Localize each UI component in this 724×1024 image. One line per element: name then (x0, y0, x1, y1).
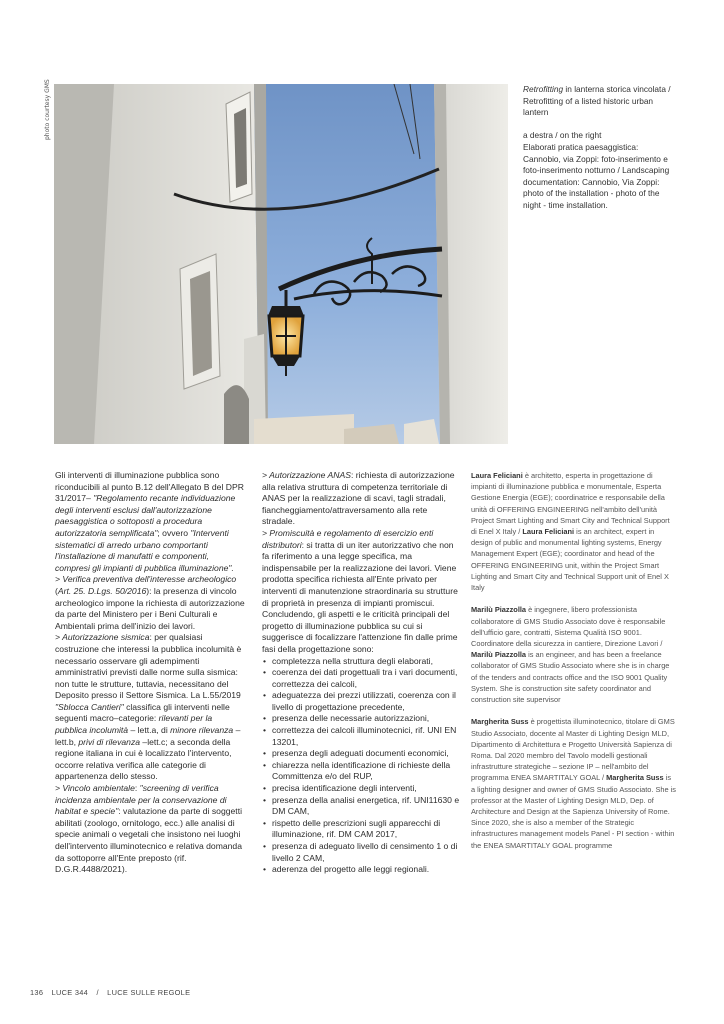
magazine-issue: LUCE 344 (51, 988, 89, 997)
caption-title-italic: Retrofitting (523, 84, 564, 94)
footer-separator: / (96, 988, 99, 997)
lantern-photo-illustration (54, 84, 508, 444)
author-name: Laura Feliciani (471, 471, 523, 480)
street-lantern-photo (54, 84, 508, 444)
caption-description: Elaborati pratica paesaggistica: Cannobio, via Zoppi: foto-inserimento e foto-inserimento notturno / Landscaping documentation: Cannobio, Via Zoppi: photo of the installation - photo of the night - time installation. (523, 141, 670, 210)
criteria-list (262, 656, 460, 876)
list-item: • chiarezza nella identificazione di richieste della Committenza e/o del RUP, (262, 760, 460, 783)
article-column-1 (55, 470, 245, 876)
section-name: LUCE SULLE REGOLE (107, 988, 191, 997)
list-item: • rispetto delle prescrizioni sugli apparecchi di illuminazione, rif. DM CAM 2017, (262, 818, 460, 841)
paragraph: Concludendo, gli aspetti e le criticità principali del progetto di illuminazione pubblica su cui si suggerisce di focalizzare l'attenzione fin dalle prime fasi della progettazione sono: (262, 609, 458, 654)
author-bio: Margherita Suss è progettista illuminotecnico, titolare di GMS Studio Associato, docente al Master di Lighting Design MLD, Dipartimento di Architettura e Progetto Università Sapienza di Roma. Dal 2020 membro del Tavolo modelli gestionali infrastrutture strategiche – sezione IP – nell'ambito del programma ENEA SMARTITALY GOAL / Margherita Suss is a lighting designer and owner of GMS Studio Associato. She is professor at the Master of Lighting Design MLD, Dep. of Architecture and Design at the Sapienza University of Rome. Since 2020, she is also a member of the Strategic infrastructures management models Panel - PI section - within the ENEA SMARTITALY GOAL programme (471, 717, 677, 850)
caption-position: a destra / on the right (523, 130, 602, 141)
list-item: • presenza della analisi energetica, rif. UNI11630 e DM CAM, (262, 795, 460, 818)
paragraph: > Autorizzazione ANAS: richiesta di autorizzazione alla relativa struttura di competenza territoriale di ANAS per la realizzazione di scavi, tagli stradali, fiancheggiamento/attraversamento alla rete stradale. (262, 470, 455, 527)
list-item: • correttezza dei calcoli illuminotecnici, rif. UNI EN 13201, (262, 725, 460, 748)
author-bio: Marilù Piazzolla è ingegnere, libero professionista collaboratore di GMS Studio Associato dove è responsabile dell'ufficio gare, contratti, Sistema Qualità ISO 9001. Coordinatore della sicurezza in cantiere, Direzione Lavori / Marilù Piazzolla is an engineer, and has been a freelance collaborator of GMS Studio Associato where she is in charge of the tenders and contracts office and the ISO 9001 Quality System. She is construction site safety coordinator and construction site supervisor (471, 605, 670, 705)
author-bios (471, 470, 676, 862)
paragraph: > Verifica preventiva dell'interesse archeologico (Art. 25. D.Lgs. 50/2016): la presenza di vincolo archeologico impone la richiesta di autorizzazione da parte del Ministero per i Beni Culturali e Ambientali prima dell'inizio dei lavori. (55, 574, 245, 631)
list-item: • completezza nella struttura degli elaborati, (262, 656, 460, 668)
list-item: • adeguatezza dei prezzi utilizzati, coerenza con il livello di progettazione precedente, (262, 690, 460, 713)
photo-credit: photo courtesy GMS (44, 79, 51, 140)
paragraph: > Autorizzazione sismica: per qualsiasi costruzione che interessi la pubblica incolumità è necessario osservare gli adempimenti amministrativi previsti dalle norme sulla sismica: non tutte le strutture, tuttavia, necessitano del Deposito presso il Settore Sismica. La L.55/2019 "Sblocca Cantieri" classifica gli interventi nelle seguenti macro–categorie: rilevanti per la pubblica incolumità – lett.a, di minore rilevanza – lett.b, privi di rilevanza –lett.c; a seconda della regione italiana in cui è localizzato l'intervento, occorre relativa verifica alle categorie di appartenenza dello stesso. (55, 632, 242, 782)
article-column-2 (262, 470, 460, 876)
caption-title: in lanterna storica vincolata / Retrofitting of a listed historic urban lantern (523, 84, 671, 118)
author-name: Laura Feliciani (522, 527, 575, 537)
author-name: Margherita Suss (471, 717, 529, 727)
list-item: • coerenza dei dati progettuali tra i vari documenti, correttezza dei calcoli, (262, 667, 460, 690)
author-bio: Laura Feliciani è architetto, esperta in progettazione di impianti di illuminazione pubblica e monumentale, Esperta Gestione Energia (EGE); coordinatrice e responsabile della unità di OFFERING ENGINEERING nell'ambito dell'unità Project Smart Lighting and Smart City and Technical Support di Enel X Italy / Laura Feliciani is an architect, expert in design of public and monumental lighting systems, Energy Management Expert (EGE); coordinator and head of the OFFERING ENGINEERING unit, within the Project Smart Lighting and Smart City and Technical Support unit of Enel X Italy (471, 471, 670, 593)
author-name: Marilù Piazzolla (471, 605, 527, 615)
author-name: Marilù Piazzolla (471, 650, 527, 660)
author-name: Margherita Suss (606, 773, 664, 783)
list-item: • precisa identificazione degli interventi, (262, 783, 460, 795)
paragraph: > Promiscuità e regolamento di esercizio enti distributori: si tratta di un iter autorizzativo che non fa riferimento a una legge specifica, ma indispensabile per la realizzazione dei lavori. Viene prodotta specifica richiesta all'Ente privato per interventi di manutenzione straordinaria su strutture di proprietà in presenza di impianti promiscui. (262, 527, 458, 608)
page-number: 136 (30, 988, 44, 997)
list-item: • presenza di adeguato livello di censimento 1 o di livello 2 CAM, (262, 841, 460, 864)
photo-caption (523, 84, 673, 223)
list-item: • aderenza del progetto alle leggi regionali. (262, 864, 460, 876)
page-footer (30, 988, 196, 997)
paragraph: > Vincolo ambientale: "screening di verifica incidenza ambientale per la conservazione di habitat e specie": valutazione da parte di soggetti abilitati (zoologo, ornitologo, ecc.) alle analisi di specie animali o vegetali che insistono nei luoghi dell'intervento illuminotecnico e relativa domanda da sottoporre all'Ente preposto (rif. D.G.R.4488/2021). (55, 783, 242, 875)
list-item: • presenza delle necessarie autorizzazioni, (262, 713, 460, 725)
list-item: • presenza degli adeguati documenti economici, (262, 748, 460, 760)
paragraph: Gli interventi di illuminazione pubblica sono riconducibili al punto B.12 dell'Allegato B del DPR 31/2017– "Regolamento recante individuazione degli interventi esclusi dall'autorizzazione paesaggistica o sottoposti a procedura autorizzatoria semplificata"; ovvero "Interventi sistematici di arredo urbano comportanti l'installazione di manufatti e componenti, compresi gli impianti di pubblica illuminazione". (55, 470, 244, 573)
